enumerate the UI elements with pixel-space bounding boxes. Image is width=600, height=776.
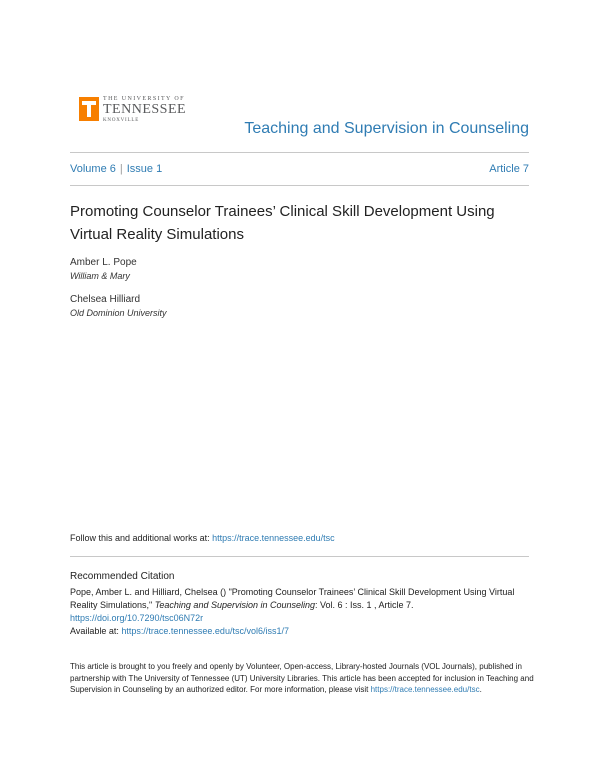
article-title: Promoting Counselor Trainees’ Clinical Skill Development Using Virtual Reality Simulations	[70, 203, 495, 243]
issue-link[interactable]: Issue 1	[126, 163, 163, 175]
citation-text	[70, 586, 540, 625]
citation-journal: Teaching and Supervision in Counseling	[154, 600, 316, 610]
available-label: Available at:	[70, 626, 122, 636]
logo-line-2: TENNESSEE	[103, 101, 187, 117]
logo-line-3: KNOXVILLE	[103, 117, 140, 123]
university-logo	[79, 96, 186, 122]
journal-title[interactable]: Teaching and Supervision in Counseling	[244, 120, 529, 137]
citation-heading: Recommended Citation	[70, 571, 175, 582]
volume-link[interactable]: Volume 6	[70, 163, 116, 175]
author-affiliation-2: Old Dominion University	[70, 308, 167, 318]
follow-line	[70, 533, 335, 543]
follow-text: Follow this and additional works at:	[70, 533, 213, 543]
notice-link[interactable]: https://trace.tennessee.edu/tsc	[370, 685, 480, 694]
logo-line-1: THE UNIVERSITY OF	[103, 95, 185, 102]
citation-divider	[70, 556, 529, 557]
available-line	[70, 626, 289, 636]
citation-part-2: : Vol. 6 : Iss. 1 , Article 7.	[315, 600, 414, 610]
author-name-1: Amber L. Pope	[70, 257, 137, 268]
available-link[interactable]: https://trace.tennessee.edu/tsc/vol6/iss1/7	[121, 626, 289, 636]
meta-divider	[70, 185, 529, 186]
doi-link[interactable]: https://doi.org/10.7290/tsc06N72r	[70, 613, 204, 623]
notice-text: This article is brought to you freely and openly by Volunteer, Open-access, Library-hosted Journals (VOL Journals), published in partnership with The University of Tennessee (UT) University Libraries. This article has been accepted for inclusion in Teaching and Supervision in Counseling by an authorized editor. For more information, please visit	[70, 662, 534, 694]
access-notice	[70, 661, 540, 696]
power-t-logo-icon	[79, 97, 99, 121]
citation-part-1: Pope, Amber L. and Hilliard, Chelsea () "Promoting Counselor Trainees’ Clinical Skill Development Using Virtual Reality Simulations,"	[70, 587, 515, 610]
notice-end: .	[479, 685, 482, 694]
author-name-2: Chelsea Hilliard	[70, 294, 141, 305]
logo-wordmark	[103, 96, 186, 123]
author-affiliation-1: William & Mary	[70, 271, 130, 281]
header-divider	[70, 152, 529, 153]
article-number[interactable]: Article 7	[489, 163, 529, 175]
follow-link[interactable]: https://trace.tennessee.edu/tsc	[212, 533, 335, 543]
meta-separator: |	[119, 163, 123, 175]
